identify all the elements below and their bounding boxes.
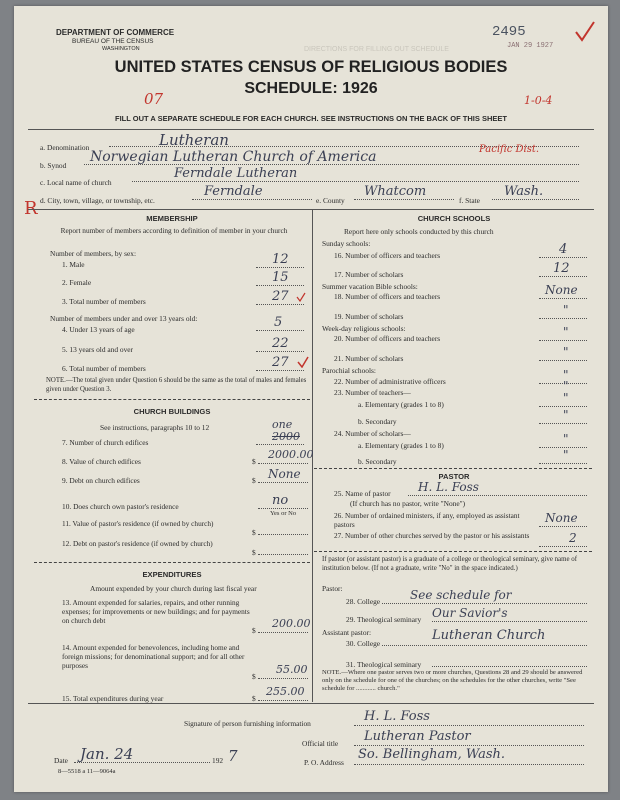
expenditures-heading: EXPENDITURES <box>142 570 202 579</box>
q18-label: 18. Number of officers and teachers <box>334 292 441 301</box>
denomination-value: Lutheran <box>159 131 229 149</box>
graduate-intro: If pastor (or assistant pastor) is a graduate of a college or theological seminary, give name of institution below. (If not a graduate, write "No" in the space indicated.) <box>322 556 577 572</box>
state-label: f. State <box>459 196 480 205</box>
po-address-label: P. O. Address <box>304 758 344 767</box>
q16-value: 4 <box>559 242 568 257</box>
official-title-field[interactable] <box>354 729 584 746</box>
q20-label: 20. Number of officers and teachers <box>334 334 441 343</box>
census-schedule-page <box>14 6 608 792</box>
q24b-value: " <box>563 448 569 462</box>
parochial-schools-label: Parochial schools: <box>322 366 376 375</box>
q11-label: 11. Value of pastor's residence (if owned by church) <box>62 519 214 528</box>
stamp-date: JAN 29 1927 <box>507 42 554 50</box>
q26-value: None <box>545 511 578 525</box>
form-title: UNITED STATES CENSUS OF RELIGIOUS BODIES <box>114 58 508 76</box>
synod-value: Norwegian Lutheran Church of America <box>90 149 377 165</box>
local-name-value: Ferndale Lutheran <box>174 166 298 181</box>
q11-answer[interactable] <box>258 522 308 535</box>
q2-answer[interactable] <box>256 270 304 286</box>
q24a-answer[interactable] <box>539 432 587 448</box>
code-right: 1-0-4 <box>524 94 553 107</box>
review-mark-r: R <box>24 198 38 219</box>
q16-answer[interactable] <box>539 242 587 258</box>
q11-dollar: $ <box>252 528 256 537</box>
q15-value: 255.00 <box>266 685 305 698</box>
bureau-label: BUREAU OF THE CENSUS <box>72 38 154 45</box>
city-field-label: d. City, town, village, or township, etc. <box>40 196 155 205</box>
q21-answer[interactable] <box>539 345 587 361</box>
q23b-answer[interactable] <box>539 408 587 424</box>
q9-answer[interactable] <box>258 467 308 483</box>
q25-label: 25. Name of pastor <box>334 489 391 498</box>
q17-answer[interactable] <box>539 261 587 277</box>
q29-label: 29. Theological seminary <box>346 615 422 624</box>
q3-value: 27 <box>272 289 289 304</box>
instruction-line: FILL OUT A SEPARATE SCHEDULE FOR EACH CHURCH. SEE INSTRUCTIONS ON THE BACK OF THIS SHEET <box>115 114 507 123</box>
q28-value: See schedule for <box>410 588 512 602</box>
county-value: Whatcom <box>364 184 427 199</box>
q5-label: 5. 13 years old and over <box>62 345 134 354</box>
q4-value: 5 <box>274 315 283 330</box>
summer-schools-label: Summer vacation Bible schools: <box>322 282 418 291</box>
local-name-label: c. Local name of church <box>40 178 112 187</box>
membership-note: NOTE.—The total given under Question 6 should be the same as the total of males and females given under Question 3. <box>46 377 307 393</box>
q12-dollar: $ <box>252 548 256 557</box>
q28-answer[interactable] <box>382 588 587 604</box>
q18-value: None <box>545 283 578 297</box>
po-address-field[interactable] <box>354 747 584 765</box>
q30-value: Lutheran Church <box>432 628 546 643</box>
q5-value: 22 <box>272 336 289 351</box>
q31-answer[interactable] <box>432 654 587 667</box>
q24a-label: a. Elementary (grades 1 to 8) <box>358 441 444 450</box>
q17-label: 17. Number of scholars <box>334 270 404 279</box>
date-label: Date <box>54 756 68 765</box>
q14-dollar: $ <box>252 672 256 681</box>
q13-dollar: $ <box>252 626 256 635</box>
pastor-heading: PASTOR <box>438 472 470 481</box>
checkmark-icon <box>297 356 309 368</box>
schools-heading: CHURCH SCHOOLS <box>417 214 491 223</box>
q15-label: 15. Total expenditures during year <box>62 694 164 703</box>
q6-value: 27 <box>272 355 289 370</box>
po-address-value: So. Bellingham, Wash. <box>358 747 506 762</box>
q19-value: " <box>563 303 569 317</box>
code-left: 07 <box>144 90 164 108</box>
q8-dollar: $ <box>252 457 256 466</box>
q13-label: 13. Amount expended for salaries, repairs, and other running expenses; for improvements or new buildings; and for payments on church debt <box>62 598 250 625</box>
city-field[interactable] <box>192 184 312 200</box>
q6-label: 6. Total number of members <box>62 364 146 373</box>
q7-struck-value: 2000 <box>272 430 300 443</box>
q14-label: 14. Amount expended for benevolences, including home and foreign missions; for denominational support; and for all other purposes <box>62 643 245 670</box>
q26-label: 26. Number of ordained ministers, if any, employed as assistant pastors <box>334 511 520 529</box>
q10-value: no <box>272 493 289 508</box>
q27-value: 2 <box>569 531 577 545</box>
q30-answer[interactable] <box>382 628 587 646</box>
local-name-field[interactable] <box>132 166 579 182</box>
official-title-value: Lutheran Pastor <box>364 729 471 744</box>
year-prefix: 192 <box>212 756 224 765</box>
q14-answer[interactable] <box>258 663 308 679</box>
q18-answer[interactable] <box>539 283 587 299</box>
q30-label: 30. College <box>346 639 381 648</box>
q12-label: 12. Debt on pastor's residence (if owned by church) <box>62 539 213 548</box>
q2-value: 15 <box>272 270 289 285</box>
q26-answer[interactable] <box>539 511 587 527</box>
q2-label: 2. Female <box>62 278 92 287</box>
q31-label: 31. Theological seminary <box>346 660 422 669</box>
q23a-value: " <box>563 391 569 405</box>
q24b-label: b. Secondary <box>358 457 397 466</box>
county-label: e. County <box>316 196 345 205</box>
q13-value: 200.00 <box>272 617 311 630</box>
q10-answer[interactable] <box>258 493 308 509</box>
q9-label: 9. Debt on church edifices <box>62 476 140 485</box>
membership-intro: Report number of members according to definition of member in your church <box>60 226 288 235</box>
signature-label: Signature of person furnishing information <box>184 719 311 728</box>
q23-ditto: " <box>563 379 569 393</box>
signature-field[interactable] <box>354 709 584 726</box>
q1-value: 12 <box>272 252 289 267</box>
q27-answer[interactable] <box>539 531 587 547</box>
schools-intro: Report here only schools conducted by this church <box>344 227 494 236</box>
city-value: Ferndale <box>204 184 263 199</box>
q13-answer[interactable] <box>258 617 311 633</box>
q29-answer[interactable] <box>432 606 587 622</box>
county-field[interactable] <box>354 184 454 200</box>
department-label: DEPARTMENT OF COMMERCE <box>56 28 175 37</box>
q14-value: 55.00 <box>276 663 308 676</box>
faded-instruction-text: DIRECTIONS FOR FILLING OUT SCHEDULE <box>304 46 449 53</box>
q1-label: 1. Male <box>62 260 85 269</box>
buildings-heading: CHURCH BUILDINGS <box>133 407 211 416</box>
q4-answer[interactable] <box>256 315 304 331</box>
checkmark-icon <box>574 20 596 44</box>
q24b-answer[interactable] <box>539 448 587 464</box>
checkmark-icon <box>296 292 306 302</box>
q24-label: 24. Number of scholars— <box>334 429 411 438</box>
q8-value: 2000.00 <box>268 448 314 461</box>
q8-answer[interactable] <box>258 448 314 464</box>
form-code: 8—5518 a 11—9064a <box>58 768 116 775</box>
q21-value: " <box>563 345 569 359</box>
q3-label: 3. Total number of members <box>62 297 146 306</box>
q4-label: 4. Under 13 years of age <box>62 325 135 334</box>
official-title-label: Official title <box>302 739 339 748</box>
q9-value: None <box>268 467 301 481</box>
q9-dollar: $ <box>252 476 256 485</box>
pastor-note: NOTE.—Where one pastor serves two or more churches, Questions 28 and 29 should be answered only on the schedule for one of the churches; on the schedules for the other churches, write "See schedule for ............ church." <box>322 669 583 692</box>
q22-value: " <box>563 368 569 382</box>
q29-value: Our Savior's <box>432 606 508 620</box>
synod-label: b. Synod <box>40 161 67 170</box>
city-label: WASHINGTON <box>102 46 140 52</box>
q25-answer[interactable] <box>408 480 587 496</box>
q17-value: 12 <box>553 261 570 276</box>
q23-label: 23. Number of teachers— <box>334 388 411 397</box>
q7-label: 7. Number of church edifices <box>62 438 149 447</box>
q16-label: 16. Number of officers and teachers <box>334 251 441 260</box>
q1-answer[interactable] <box>256 252 304 268</box>
q20-answer[interactable] <box>539 325 587 341</box>
denomination-label: a. Denomination <box>40 143 90 152</box>
q8-label: 8. Value of church edifices <box>62 457 141 466</box>
q25-note: (If church has no pastor, write "None") <box>350 499 466 508</box>
sunday-schools-label: Sunday schools: <box>322 239 371 248</box>
q20-value: " <box>563 325 569 339</box>
q7-answer[interactable] <box>256 418 304 445</box>
year-digit: 7 <box>228 747 238 765</box>
q21-label: 21. Number of scholars <box>334 354 404 363</box>
stamp-number: 2495 <box>492 24 526 40</box>
date-value: Jan. 24 <box>80 745 134 763</box>
q10-label: 10. Does church own pastor's residence <box>62 502 179 511</box>
weekday-schools-label: Week-day religious schools: <box>322 324 406 333</box>
q23b-value: " <box>563 408 569 422</box>
pastor-sub-label: Pastor: <box>322 584 343 593</box>
assistant-pastor-label: Assistant pastor: <box>322 628 372 637</box>
state-value: Wash. <box>504 184 544 199</box>
q23a-answer[interactable] <box>539 391 587 407</box>
members-by-sex-label: Number of members, by sex: <box>50 249 136 258</box>
signature-value: H. L. Foss <box>364 709 430 724</box>
synod-note: Pacific Dist. <box>479 144 540 155</box>
q12-answer[interactable] <box>258 542 308 555</box>
q24a-value: " <box>563 432 569 446</box>
q19-answer[interactable] <box>539 303 587 319</box>
q5-answer[interactable] <box>256 336 304 352</box>
members-by-age-label: Number of members under and over 13 years old: <box>50 314 198 323</box>
q19-label: 19. Number of scholars <box>334 312 404 321</box>
membership-heading: MEMBERSHIP <box>146 214 198 223</box>
q22-label: 22. Number of administrative officers <box>334 377 446 386</box>
q28-label: 28. College <box>346 597 381 606</box>
q15-answer[interactable] <box>258 685 308 701</box>
form-subtitle: SCHEDULE: 1926 <box>244 80 378 97</box>
date-field[interactable] <box>74 745 210 763</box>
q23b-label: b. Secondary <box>358 417 397 426</box>
q15-dollar: $ <box>252 694 256 703</box>
q7-value: one <box>272 418 293 431</box>
yes-no-hint: Yes or No <box>270 510 297 517</box>
q23a-label: a. Elementary (grades 1 to 8) <box>358 400 444 409</box>
state-field[interactable] <box>492 184 579 200</box>
q25-value: H. L. Foss <box>418 480 479 494</box>
q27-label: 27. Number of other churches served by the pastor or his assistants <box>334 531 530 540</box>
expenditures-intro: Amount expended by your church during last fiscal year <box>90 584 257 593</box>
buildings-intro: See instructions, paragraphs 10 to 12 <box>100 423 210 432</box>
